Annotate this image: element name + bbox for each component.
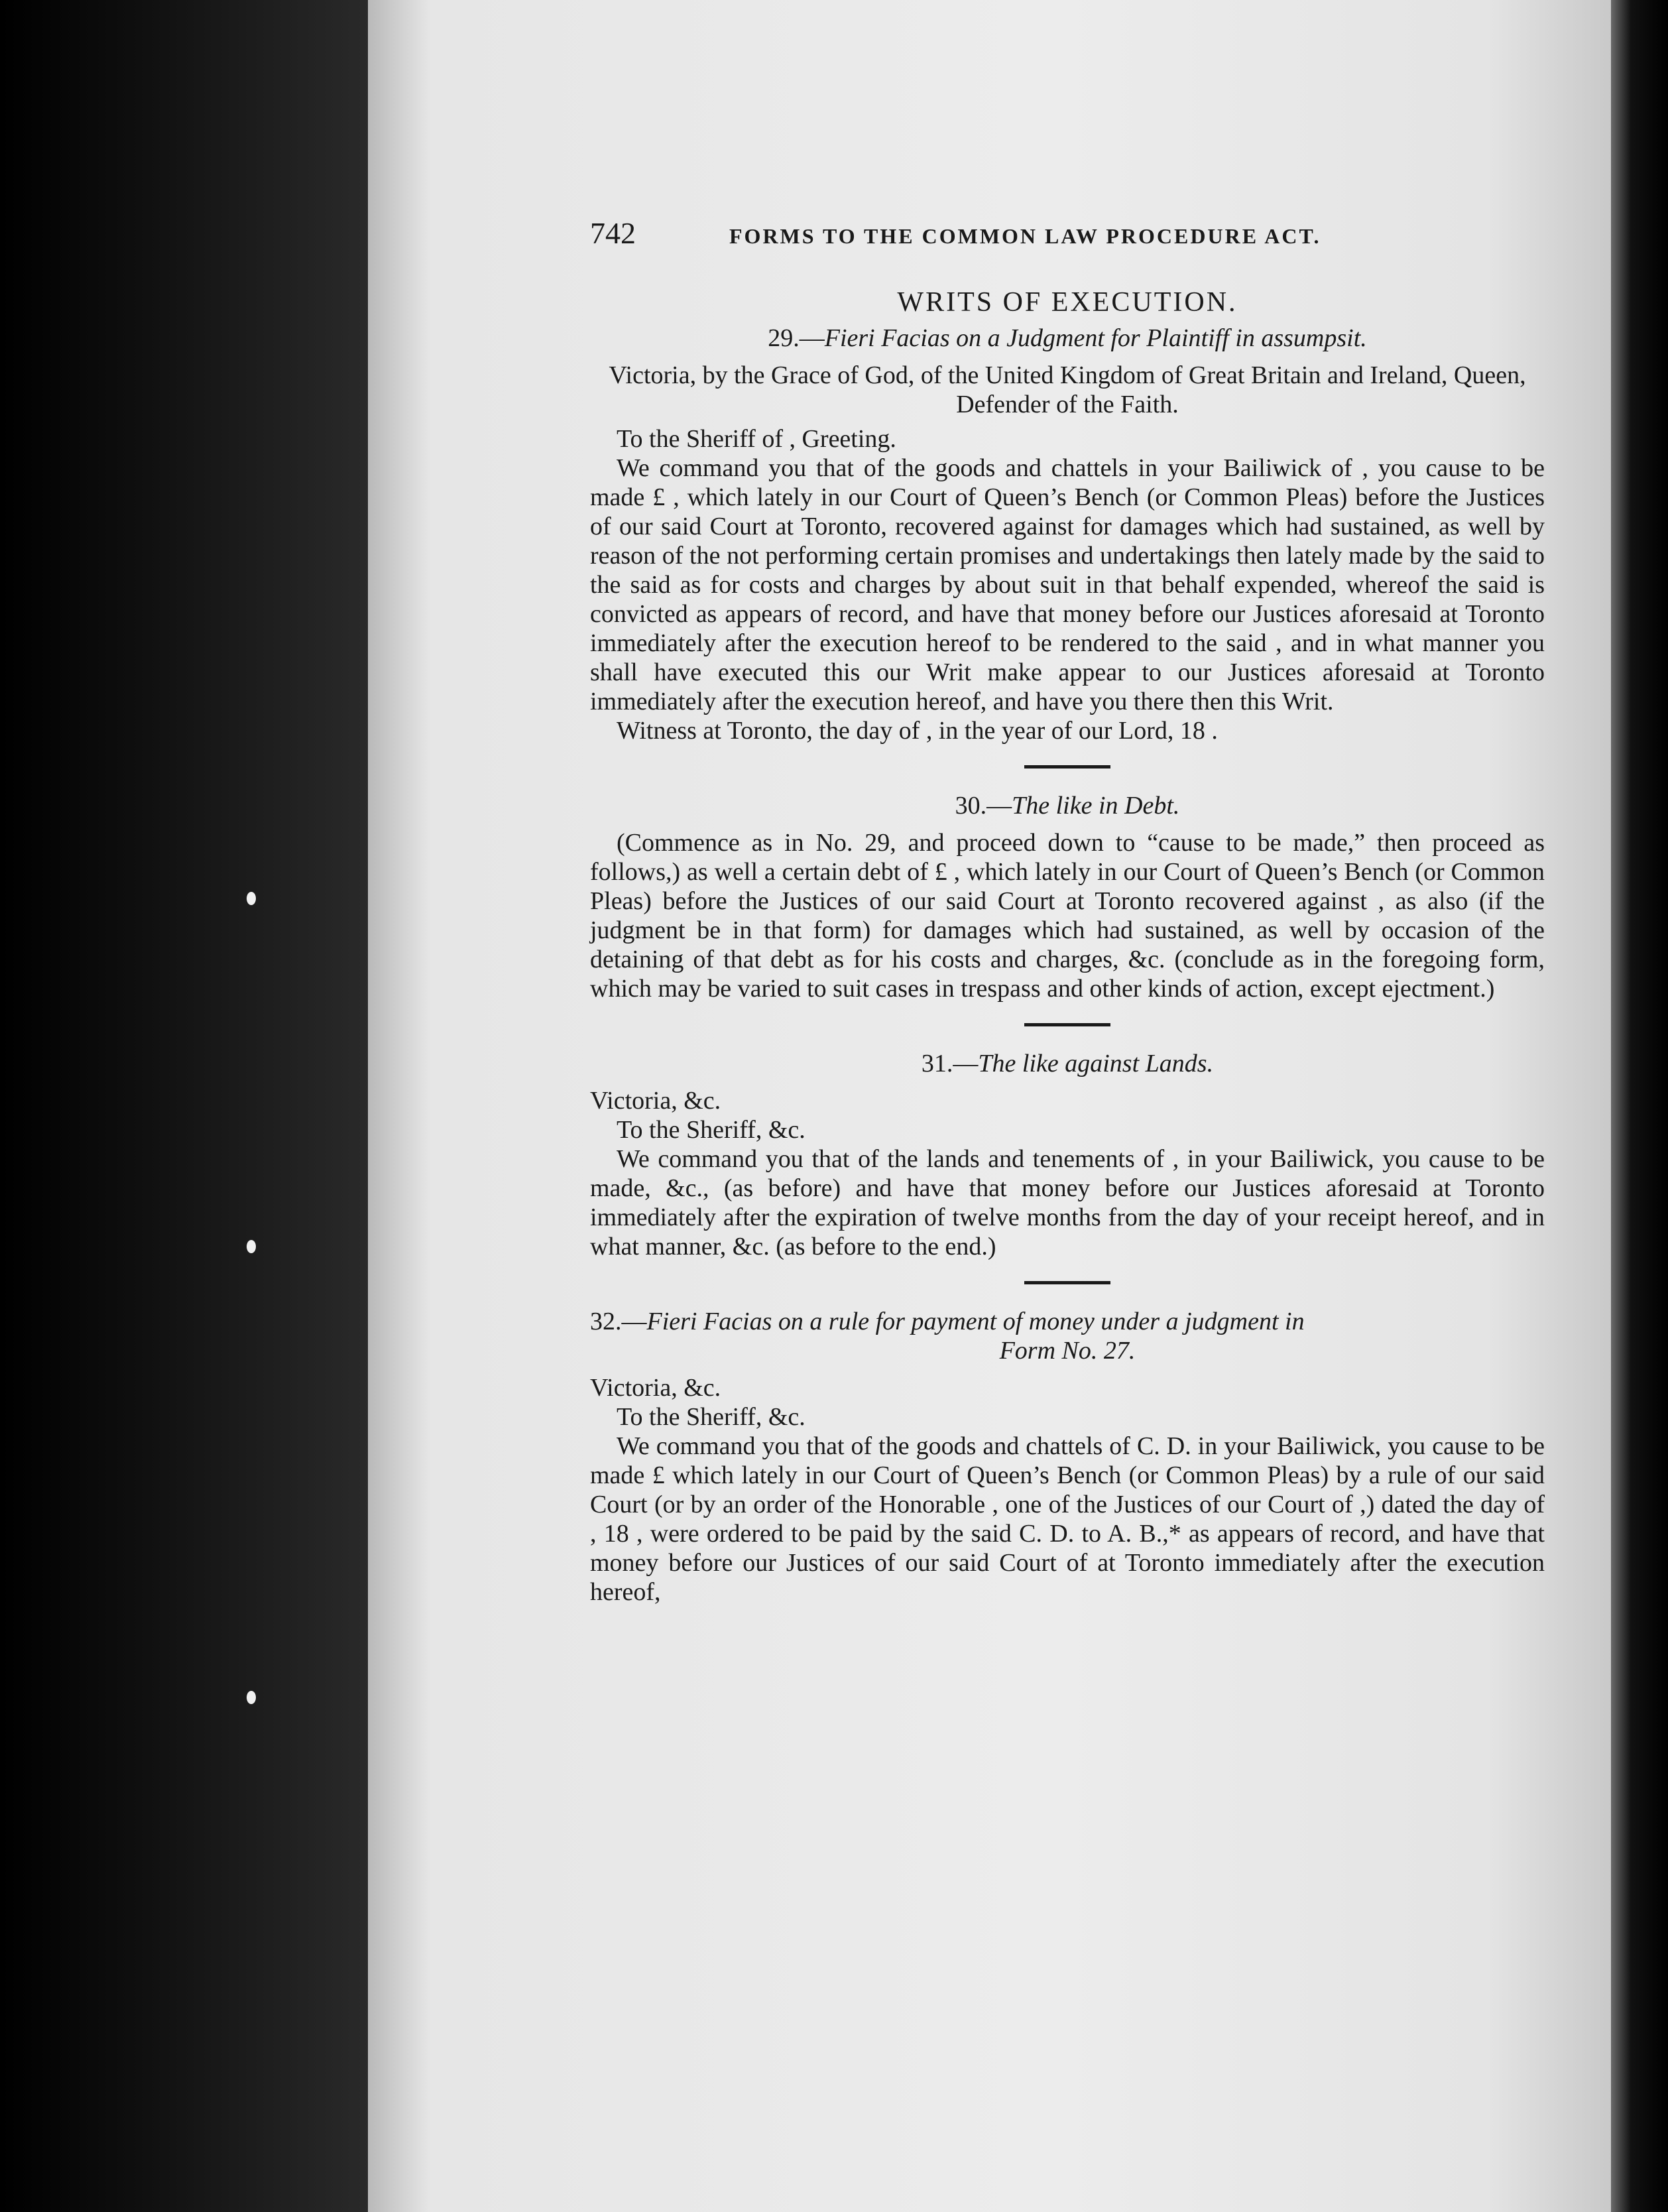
- form-title: Fieri Facias on a Judgment for Plaintiff in assumpsit.: [824, 324, 1367, 352]
- section-divider: [590, 1023, 1545, 1026]
- section-divider: [590, 1281, 1545, 1284]
- form-31-heading: [590, 1049, 1545, 1078]
- form-32-opening: Victoria, &c.: [590, 1374, 721, 1402]
- form-number: 30.—: [955, 792, 1012, 820]
- form-29-preamble: Victoria, by the Grace of God, of the United Kingdom of Great Britain and Ireland, Queen, Defender of the Faith.: [609, 361, 1526, 418]
- form-title: The like against Lands.: [978, 1050, 1214, 1077]
- form-32-heading: [590, 1307, 1545, 1365]
- binding-hole-mark: [247, 1240, 256, 1253]
- form-number: 29.—: [768, 324, 825, 352]
- form-title: The like in Debt.: [1012, 792, 1180, 820]
- section-title: WRITS OF EXECUTION.: [897, 287, 1238, 318]
- page-number: 742: [590, 216, 636, 250]
- page-text: [590, 216, 1545, 1607]
- form-title: Fieri Facias on a rule for payment of money under a judgment in: [646, 1308, 1305, 1335]
- form-29-body: We command you that of the goods and chattels in your Bailiwick of , you cause to be made £ , which lately in our Court of Queen’s Bench (or Common Pleas) before the Justices of our said Court at Toronto, recovered against for damages which had sustained, as well by reason of the not performing certain promises and undertakings then lately made by the said to the said as for costs and charges by about suit in that behalf expended, whereof the said is convicted as appears of record, and have that money before our Justices aforesaid at Toronto immediately after the execution hereof to be rendered to the said , and in what manner you shall have executed this our Writ make appear to our Justices aforesaid at Toronto immediately after the execution hereof, and have you there then this Writ.: [590, 454, 1545, 715]
- form-number: 31.—: [921, 1050, 979, 1077]
- form-title-continued: Form No. 27.: [999, 1337, 1136, 1365]
- form-29-witness: Witness at Toronto, the day of , in the year of our Lord, 18 .: [617, 717, 1218, 745]
- form-32-body: We command you that of the goods and chattels of C. D. in your Bailiwick, you cause to be made £ which lately in our Court of Queen’s Bench (or Common Pleas) by a rule of our said Court (or by an order of the Honorable , one of the Justices of our Court of ,) dated the day of , 18 , were ordered to be paid by the said C. D. to A. B.,* as appears of record, and have that money before our Justices of our said Court of at Toronto immediately after the execution hereof,: [590, 1432, 1545, 1606]
- form-31-body: We command you that of the lands and tenements of , in your Bailiwick, you cause to be made, &c., (as before) and have that money before our Justices aforesaid at Toronto immediately after the expiration of twelve months from the day of your receipt hereof, and in what manner, &c. (as before to the end.): [590, 1145, 1545, 1260]
- binding-hole-mark: [247, 1691, 256, 1704]
- form-number: 32.—: [590, 1308, 647, 1335]
- binding-hole-mark: [247, 892, 256, 905]
- running-head: [590, 216, 1545, 259]
- form-32-address: To the Sheriff, &c.: [617, 1403, 805, 1431]
- section-divider: [590, 765, 1545, 768]
- running-title: FORMS TO THE COMMON LAW PROCEDURE ACT.: [729, 224, 1321, 248]
- right-gutter-shadow: [1611, 0, 1668, 2212]
- form-30-heading: [590, 791, 1545, 820]
- form-31-opening: Victoria, &c.: [590, 1087, 721, 1115]
- book-spine-shadow: [0, 0, 371, 2212]
- form-31-address: To the Sheriff, &c.: [617, 1116, 805, 1144]
- form-29-heading: [590, 324, 1545, 353]
- form-30-body: (Commence as in No. 29, and proceed down to “cause to be made,” then proceed as follows,) as well a certain debt of £ , which lately in our Court of Queen’s Bench (or Common Pleas) before the Justices of our said Court at Toronto recovered against , as also (if the judgment be in that form) for damages which had sustained, as well by occasion of the detaining of that debt as for his costs and charges, &c. (conclude as in the foregoing form, which may be varied to suit cases in trespass and other kinds of action, except ejectment.): [590, 829, 1545, 1003]
- form-29-greeting: To the Sheriff of , Greeting.: [617, 425, 896, 453]
